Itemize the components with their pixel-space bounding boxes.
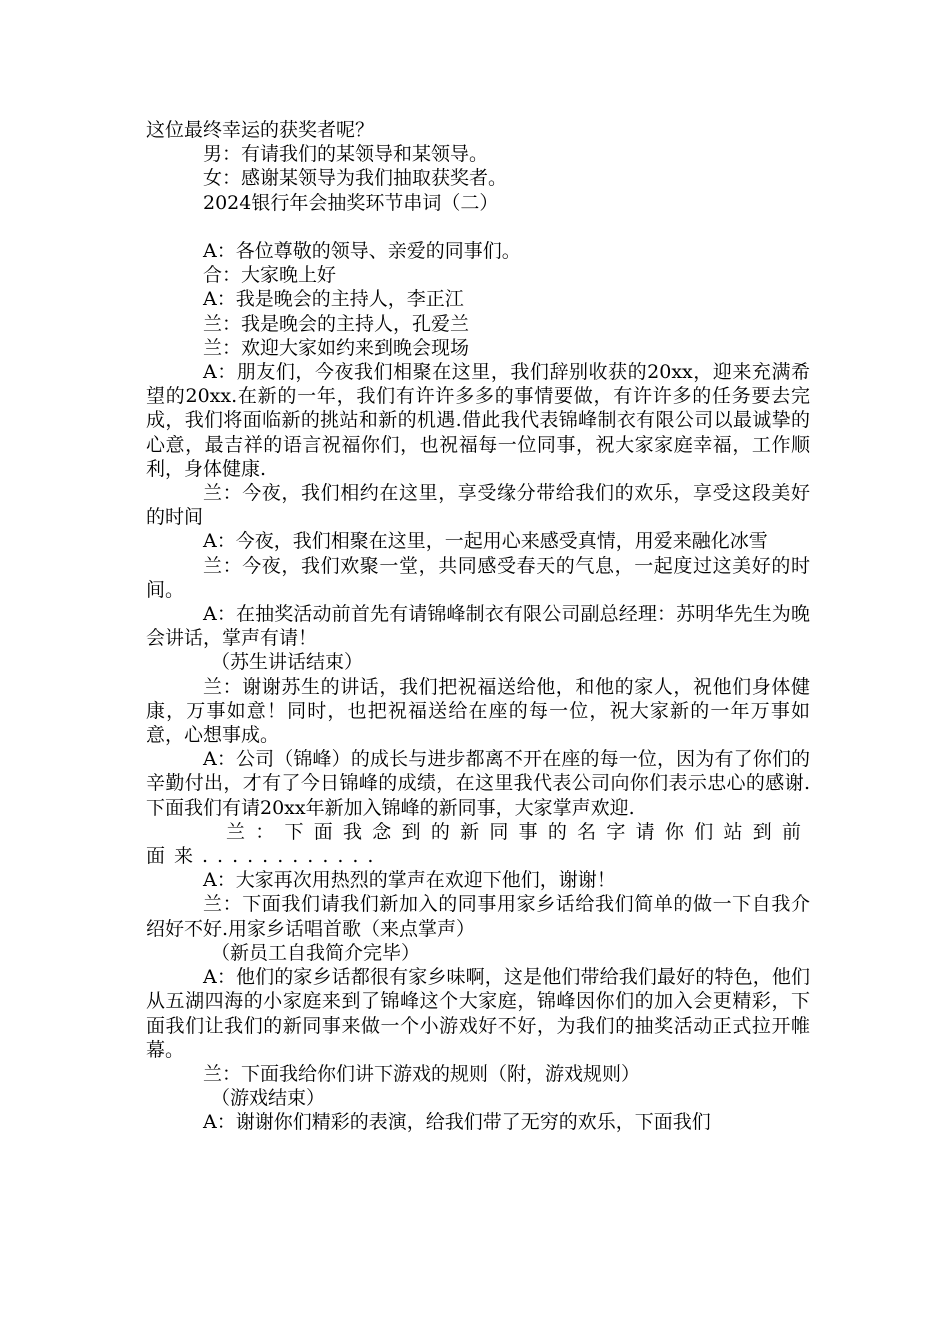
document-body xyxy=(146,118,810,1135)
paragraph: 女：感谢某领导为我们抽取获奖者。 xyxy=(203,167,508,190)
paragraph: 兰：我是晚会的主持人，孔爱兰 xyxy=(203,312,470,335)
paragraph: 合：大家晚上好 xyxy=(203,264,337,287)
paragraph: A：在抽奖活动前首先有请锦峰制衣有限公司副总经理：苏明华先生为晚会讲话，掌声有请！ xyxy=(146,603,810,650)
stage-direction: （苏生讲话结束） xyxy=(211,651,364,674)
stage-direction: （新员工自我简介完毕） xyxy=(211,941,421,964)
paragraph: A：朋友们，今夜我们相聚在这里，我们辞别收获的20xx，迎来充满希望的20xx.在新的一年，我们有许许多多的事情要做，有许许多的任务要去完成，我们将面临新的挑站和新的机遇.借此我代表锦峰制衣有限公司以最诚挚的心意，最吉祥的语言祝福你们，也祝福每一位同事，祝大家家庭幸福，工作顺利，身体健康. xyxy=(146,361,810,480)
paragraph: 兰：欢迎大家如约来到晚会现场 xyxy=(203,336,470,359)
blank-line xyxy=(146,215,810,239)
paragraph: 兰：今夜，我们相约在这里，享受缘分带给我们的欢乐，享受这段美好的时间 xyxy=(146,482,810,529)
paragraph: A：公司（锦峰）的成长与进步都离不开在座的每一位，因为有了你们的辛勤付出，才有了今日锦峰的成绩，在这里我代表公司向你们表示忠心的感谢.下面我们有请20xx年新加入锦峰的新同事，大家掌声欢迎. xyxy=(146,748,810,819)
paragraph: A：他们的家乡话都很有家乡味啊，这是他们带给我们最好的特色，他们从五湖四海的小家庭来到了锦峰这个大家庭，锦峰因你们的加入会更精彩，下面我们让我们的新同事来做一个小游戏好不好，为我们的抽奖活动正式拉开帷幕。 xyxy=(146,966,810,1061)
stage-direction: （游戏结束） xyxy=(211,1087,326,1110)
paragraph: 兰：下面我给你们讲下游戏的规则（附，游戏规则） xyxy=(203,1062,641,1085)
paragraph: 兰：下面我们请我们新加入的同事用家乡话给我们简单的做一下自我介绍好不好.用家乡话唱首歌（来点掌声） xyxy=(146,893,810,940)
paragraph: 兰：谢谢苏生的讲话，我们把祝福送给他，和他的家人，祝他们身体健康，万事如意！同时，也把祝福送给在座的每一位，祝大家新的一年万事如意，心想事成。 xyxy=(146,675,810,747)
paragraph: A：各位尊敬的领导、亲爱的同事们。 xyxy=(203,240,521,262)
paragraph: A：谢谢你们精彩的表演，给我们带了无穷的欢乐，下面我们 xyxy=(203,1111,711,1134)
paragraph: 兰：今夜，我们欢聚一堂，共同感受春天的气息，一起度过这美好的时间。 xyxy=(146,554,810,601)
paragraph: A：大家再次用热烈的掌声在欢迎下他们，谢谢！ xyxy=(203,869,616,892)
paragraph: 这位最终幸运的获奖者呢？ xyxy=(146,119,375,141)
section-heading: 2024银行年会抽奖环节串词（二） xyxy=(203,191,499,214)
paragraph: A：我是晚会的主持人，李正江 xyxy=(203,288,464,311)
paragraph: 兰：下面我念到的新同事的名字请你们站到前面来............ xyxy=(146,820,810,868)
paragraph: A：今夜，我们相聚在这里，一起用心来感受真情，用爱来融化冰雪 xyxy=(203,530,768,553)
paragraph: 男：有请我们的某领导和某领导。 xyxy=(203,143,489,166)
